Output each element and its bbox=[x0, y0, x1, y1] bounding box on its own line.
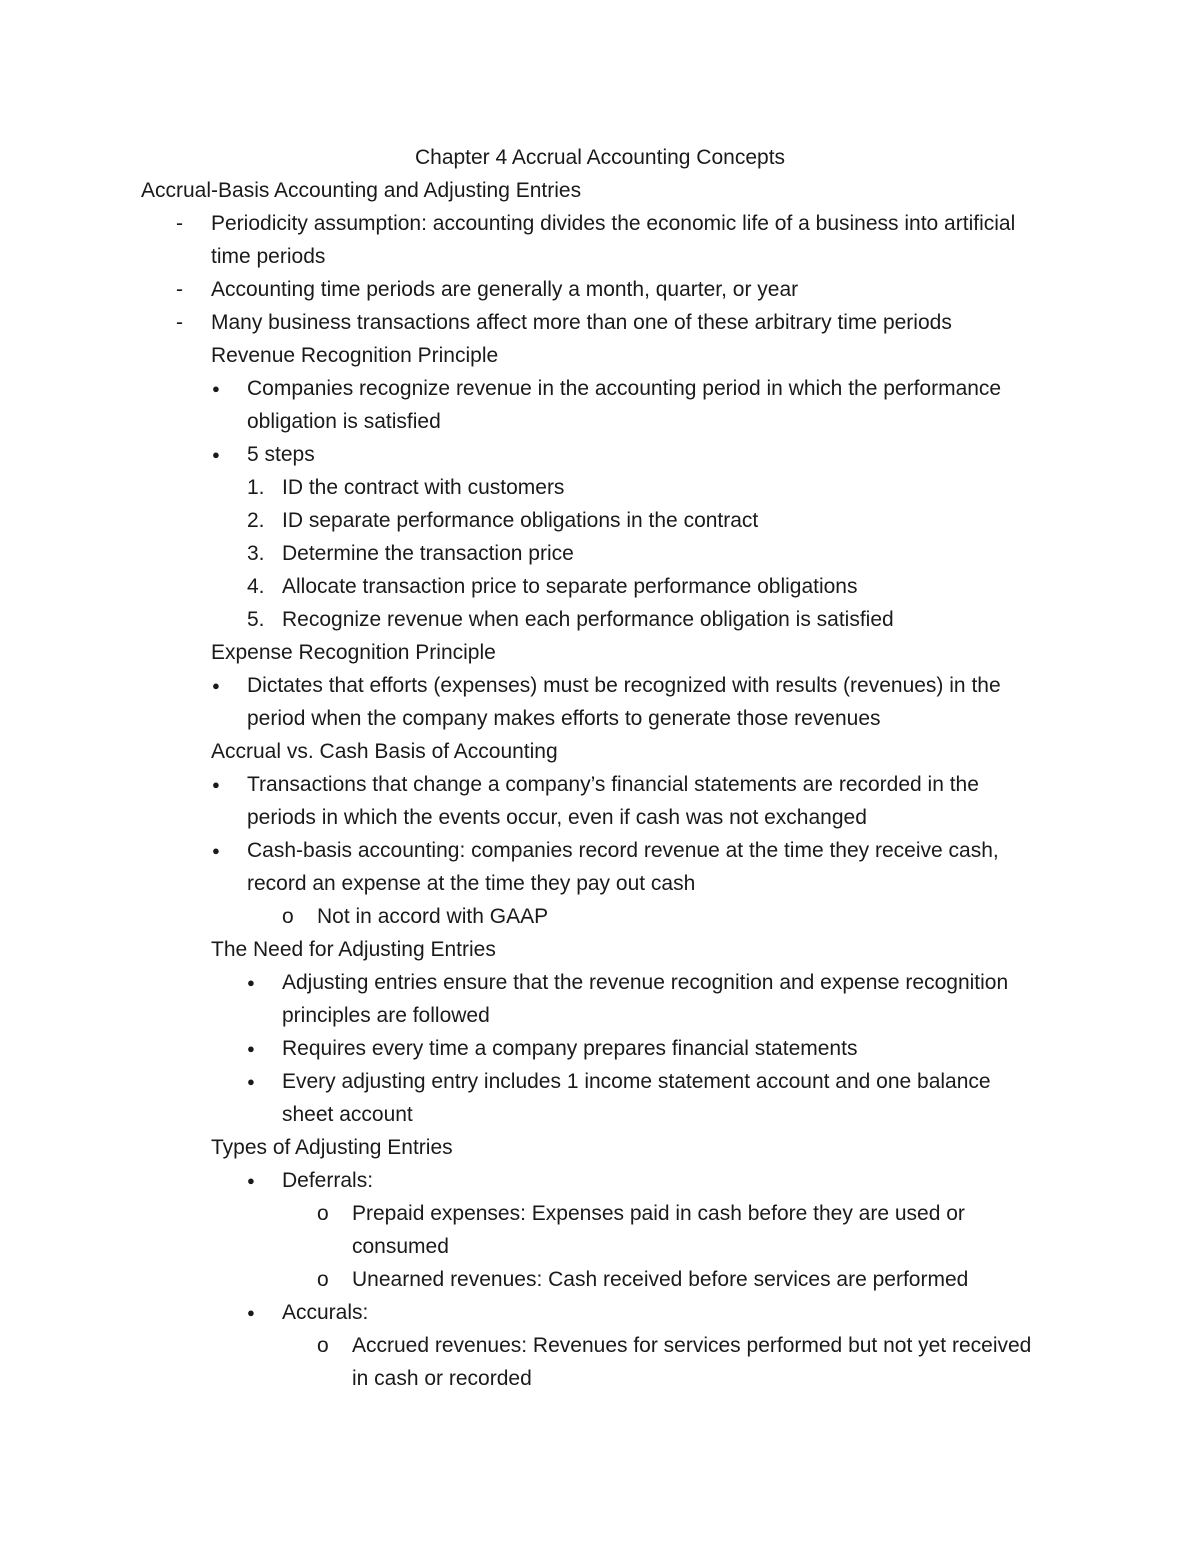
bullet-item-revenue bbox=[212, 372, 1047, 438]
numbered-step bbox=[247, 471, 1082, 504]
dash-item-text: Many business transactions affect more than one of these arbitrary time periods bbox=[211, 311, 952, 334]
bullet-icon: ● bbox=[212, 678, 220, 693]
sub-bullet-gaap bbox=[282, 900, 1057, 933]
bullet-item-accruals bbox=[247, 1296, 1052, 1329]
step-number: 5. bbox=[247, 608, 265, 631]
step-text: ID separate performance obligations in the contract bbox=[282, 509, 759, 532]
bullet-icon: ● bbox=[247, 1041, 255, 1056]
sub-bullet-text: Prepaid expenses: Expenses paid in cash before they are used or consumed bbox=[352, 1202, 965, 1258]
notes-content bbox=[0, 207, 1200, 1395]
bullet-icon: ● bbox=[212, 777, 220, 792]
numbered-step bbox=[247, 570, 1082, 603]
sub-bullet-text: Not in accord with GAAP bbox=[317, 905, 549, 928]
sub-bullet-accrued-revenues bbox=[317, 1329, 1052, 1395]
subheading-need-adjusting: The Need for Adjusting Entries bbox=[211, 938, 496, 961]
bullet-item-text: Accurals: bbox=[282, 1301, 369, 1324]
dash-marker: - bbox=[176, 311, 183, 334]
circle-bullet-icon: o bbox=[282, 905, 294, 928]
bullet-item-text: Dictates that efforts (expenses) must be recognized with results (revenues) in the period when the company makes efforts to generate those revenues bbox=[247, 674, 1001, 730]
bullet-item-steps bbox=[212, 438, 1047, 471]
bullet-icon: ● bbox=[212, 843, 220, 858]
bullet-item-text: Companies recognize revenue in the accounting period in which the performance obligation is satisfied bbox=[247, 377, 1002, 433]
bullet-icon: ● bbox=[212, 381, 220, 396]
bullet-item-text: 5 steps bbox=[247, 443, 315, 466]
dash-item-transactions bbox=[176, 306, 1056, 339]
bullet-item-text: Adjusting entries ensure that the revenue recognition and expense recognition principles are followed bbox=[282, 971, 1009, 1027]
bullet-item-text: Transactions that change a company’s financial statements are recorded in the periods in which the events occur, even if cash was not exchanged bbox=[247, 773, 979, 829]
sub-bullet-text: Unearned revenues: Cash received before services are performed bbox=[352, 1268, 969, 1291]
circle-bullet-icon: o bbox=[317, 1334, 329, 1357]
step-text: ID the contract with customers bbox=[282, 476, 565, 499]
section-heading-accrual-basis: Accrual-Basis Accounting and Adjusting Entries bbox=[141, 179, 582, 202]
step-text: Recognize revenue when each performance obligation is satisfied bbox=[282, 608, 894, 631]
page-title: Chapter 4 Accrual Accounting Concepts bbox=[414, 146, 786, 169]
subheading-expense-recognition: Expense Recognition Principle bbox=[211, 641, 496, 664]
bullet-item-ensure bbox=[247, 966, 1052, 1032]
circle-bullet-icon: o bbox=[317, 1268, 329, 1291]
bullet-item-cash-basis bbox=[212, 834, 1047, 900]
bullet-item-text: Requires every time a company prepares financial statements bbox=[282, 1037, 858, 1060]
step-number: 4. bbox=[247, 575, 265, 598]
dash-marker: - bbox=[176, 278, 183, 301]
bullet-icon: ● bbox=[247, 1305, 255, 1320]
bullet-icon: ● bbox=[212, 447, 220, 462]
numbered-step bbox=[247, 537, 1082, 570]
bullet-item-deferrals bbox=[247, 1164, 1052, 1197]
numbered-step bbox=[247, 603, 1082, 636]
step-text: Allocate transaction price to separate performance obligations bbox=[282, 575, 858, 598]
bullet-item-expense bbox=[212, 669, 1047, 735]
bullet-item-text: Deferrals: bbox=[282, 1169, 374, 1192]
bullet-item-requires bbox=[247, 1032, 1052, 1065]
dash-item-text: Periodicity assumption: accounting divides the economic life of a business into artificial time periods bbox=[211, 212, 1016, 268]
bullet-item-text: Cash-basis accounting: companies record revenue at the time they receive cash, record an expense at the time they pay out cash bbox=[247, 839, 999, 895]
dash-item-time-periods bbox=[176, 273, 1056, 306]
bullet-icon: ● bbox=[247, 975, 255, 990]
step-number: 2. bbox=[247, 509, 265, 532]
bullet-item-text: Every adjusting entry includes 1 income statement account and one balance sheet account bbox=[282, 1070, 991, 1126]
subheading-revenue-recognition: Revenue Recognition Principle bbox=[211, 344, 499, 367]
bullet-item-every-entry bbox=[247, 1065, 1022, 1131]
circle-bullet-icon: o bbox=[317, 1202, 329, 1225]
step-number: 1. bbox=[247, 476, 265, 499]
subheading-accrual-vs-cash: Accrual vs. Cash Basis of Accounting bbox=[211, 740, 558, 763]
step-number: 3. bbox=[247, 542, 265, 565]
numbered-step bbox=[247, 504, 1082, 537]
bullet-icon: ● bbox=[247, 1074, 255, 1089]
bullet-icon: ● bbox=[247, 1173, 255, 1188]
sub-bullet-unearned bbox=[317, 1263, 1052, 1296]
sub-bullet-prepaid bbox=[317, 1197, 992, 1263]
sub-bullet-text: Accrued revenues: Revenues for services performed but not yet received in cash or recorded bbox=[352, 1334, 1032, 1390]
dash-item-text: Accounting time periods are generally a month, quarter, or year bbox=[211, 278, 799, 301]
subheading-types-adjusting: Types of Adjusting Entries bbox=[211, 1136, 453, 1159]
step-text: Determine the transaction price bbox=[282, 542, 574, 565]
bullet-item-transactions bbox=[212, 768, 1047, 834]
dash-marker: - bbox=[176, 212, 183, 235]
dash-item-periodicity bbox=[176, 207, 1056, 273]
